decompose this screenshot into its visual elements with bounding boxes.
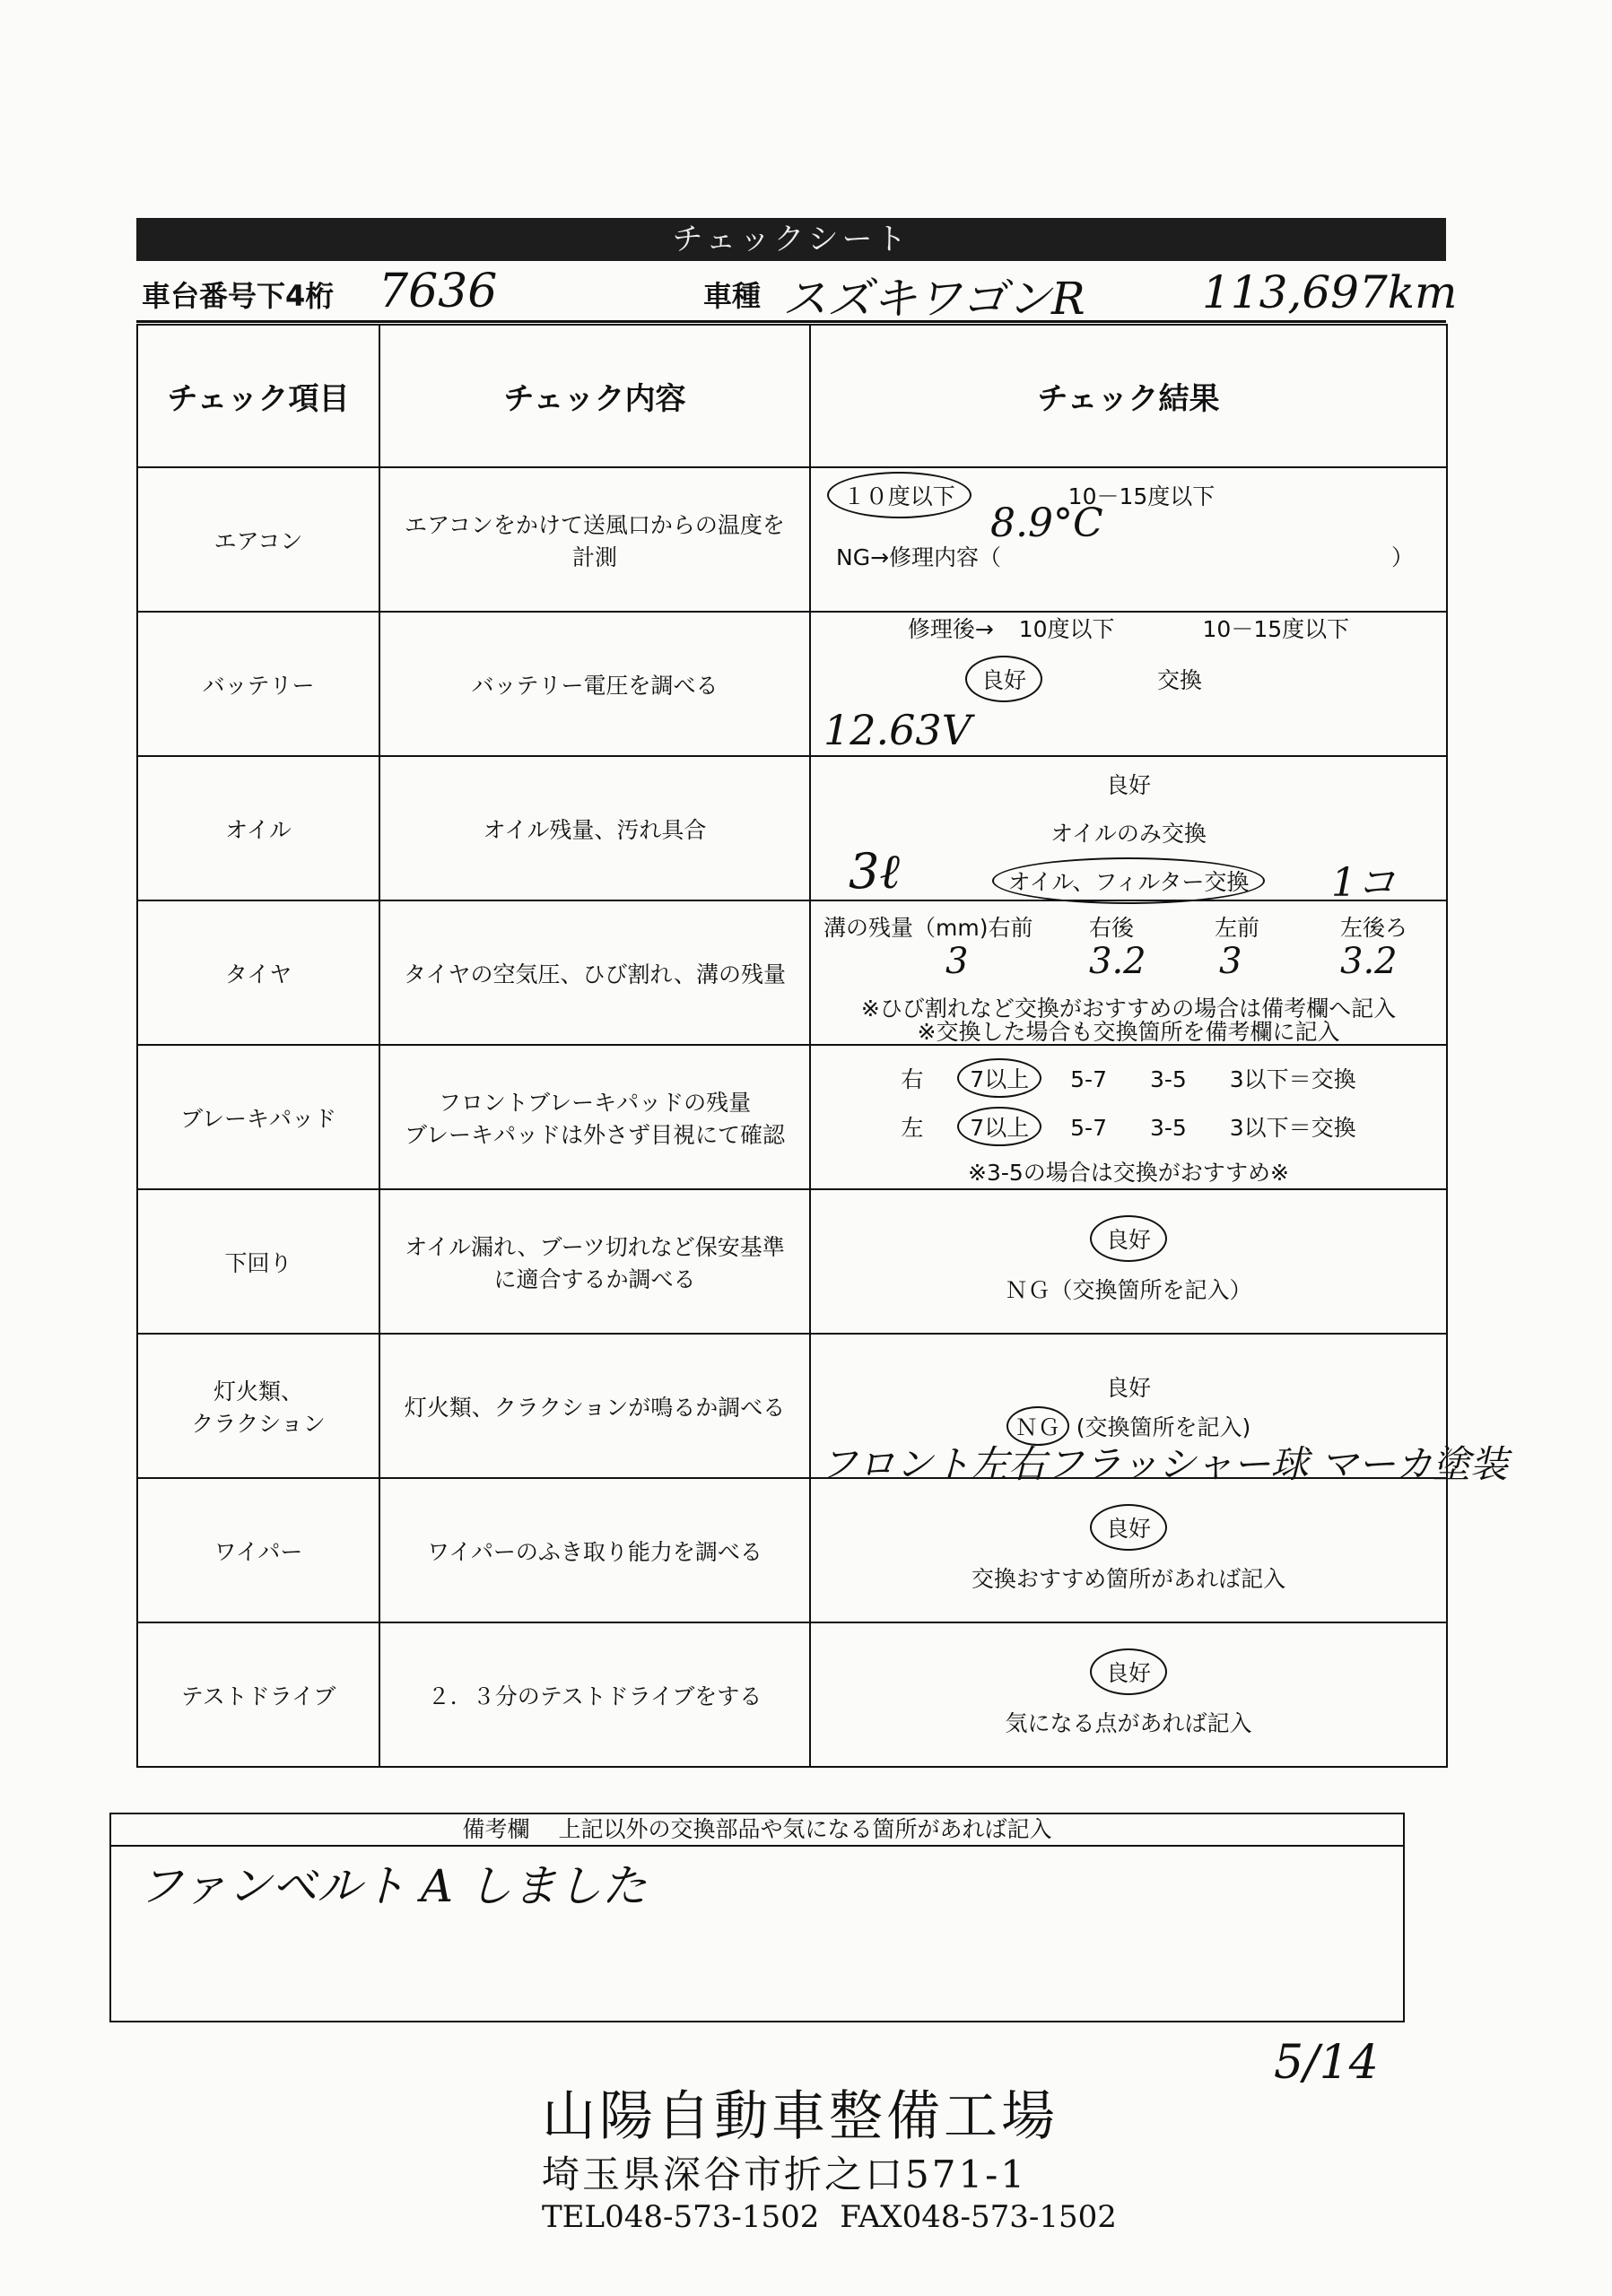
content-lights: 灯火類、クラクションが鳴るか調べる — [379, 1334, 810, 1478]
lights-ng: ＮＧ — [1006, 1406, 1069, 1446]
row-aircon — [137, 467, 1447, 612]
aircon-ng: NG→修理内容（ — [836, 544, 1002, 570]
item-battery: バッテリー — [137, 612, 379, 756]
battery-voltage-hw: 12.63V — [823, 706, 972, 754]
result-wiper — [810, 1478, 1447, 1622]
row-under — [137, 1189, 1447, 1334]
company-tel: TEL048-573-1502 — [542, 2199, 820, 2235]
remarks-box — [109, 1813, 1405, 2022]
item-brake: ブレーキパッド — [137, 1045, 379, 1189]
oil-count-hw: 1コ — [1331, 860, 1396, 906]
item-aircon: エアコン — [137, 467, 379, 612]
oil-opt1: 良好 — [1105, 772, 1151, 798]
aircon-opt2: 10－15度以下 — [1067, 483, 1216, 509]
vehicle-number-label: 車台番号下4桁 — [142, 279, 335, 313]
brake-right-o2: 5-7 — [1070, 1066, 1107, 1092]
content-wiper: ワイパーのふき取り能力を調べる — [379, 1478, 810, 1622]
brake-left-o4: 3以下＝交換 — [1229, 1115, 1356, 1141]
check-table — [136, 324, 1508, 1768]
content-drive: ２．３分のテストドライブをする — [379, 1622, 810, 1767]
lights-ng-rest: (交換箇所を記入) — [1076, 1414, 1251, 1440]
under-opt2: ＮＧ（交換箇所を記入） — [1005, 1277, 1252, 1303]
row-drive — [137, 1622, 1447, 1767]
vehicle-type-label: 車種 — [703, 279, 762, 313]
item-lights — [137, 1334, 379, 1478]
item-lights-2: クラクション — [191, 1410, 326, 1437]
company-address: 埼玉県深谷市折之口571-1 — [542, 2152, 1028, 2196]
oil-amount-hw: 3ℓ — [849, 843, 900, 900]
result-lights — [810, 1334, 1508, 1486]
result-oil — [810, 756, 1447, 906]
header-result: チェック結果 — [810, 325, 1447, 467]
content-under-2: に適合するか調べる — [493, 1265, 696, 1292]
company-contact — [542, 2199, 1612, 2235]
row-brake — [137, 1045, 1447, 1189]
result-battery — [810, 612, 1447, 756]
remarks-label: 備考欄 — [462, 1816, 530, 1842]
tire-rr-value: 3.2 — [1089, 941, 1146, 982]
vehicle-number-value: 7636 — [379, 265, 498, 318]
row-oil — [137, 756, 1447, 900]
item-wiper: ワイパー — [137, 1478, 379, 1622]
brake-left-o2: 5-7 — [1070, 1115, 1107, 1141]
drive-note: 気になる点があれば記入 — [1005, 1710, 1252, 1736]
tire-note1: ※ひび割れなど交換がおすすめの場合は備考欄へ記入 — [860, 996, 1397, 1022]
check-sheet — [136, 218, 1508, 2030]
date-hw: 5/14 — [1274, 2036, 1379, 2090]
content-brake-1: フロントブレーキパッドの残量 — [438, 1089, 752, 1116]
content-aircon: エアコンをかけて送風口からの温度を計測 — [379, 467, 810, 612]
oil-opt3: オイル、フィルター交換 — [992, 857, 1266, 904]
header-item: チェック項目 — [137, 325, 379, 467]
header-content: チェック内容 — [379, 325, 810, 467]
brake-right-o4: 3以下＝交換 — [1229, 1066, 1356, 1092]
remarks-hw: ファンベルト A しました — [138, 1860, 647, 1912]
item-oil: オイル — [137, 756, 379, 900]
content-brake — [379, 1045, 810, 1189]
drive-opt1: 良好 — [1090, 1648, 1167, 1695]
row-lights — [137, 1334, 1447, 1478]
tire-rl-label: 左後ろ — [1340, 915, 1408, 941]
item-drive: テストドライブ — [137, 1622, 379, 1767]
brake-note: ※3-5の場合は交換がおすすめ※ — [968, 1160, 1289, 1186]
row-battery — [137, 612, 1447, 756]
content-under-1: オイル漏れ、ブーツ切れなど保安基準 — [405, 1233, 785, 1260]
content-brake-2: ブレーキパッドは外さず目視にて確認 — [404, 1121, 785, 1148]
wiper-note: 交換おすすめ箇所があれば記入 — [971, 1566, 1286, 1592]
result-drive — [810, 1622, 1447, 1767]
lights-opt1: 良好 — [1105, 1375, 1151, 1401]
tire-rl-value: 3.2 — [1340, 941, 1398, 982]
aircon-temp-hw: 8.9°C — [990, 500, 1103, 546]
result-tire — [810, 900, 1447, 1045]
tire-fl-value: 3 — [1219, 941, 1242, 982]
brake-right: 右 — [901, 1066, 924, 1092]
brake-left-o1: 7以上 — [957, 1107, 1041, 1146]
row-wiper — [137, 1478, 1447, 1622]
item-under: 下回り — [137, 1189, 379, 1334]
result-brake — [810, 1045, 1447, 1189]
brake-left-o3: 3-5 — [1149, 1115, 1187, 1141]
aircon-opt1: １０度以下 — [827, 472, 972, 518]
aircon-after2: 10－15度以下 — [1202, 616, 1350, 642]
vehicle-type-value: スズキワゴンR — [782, 273, 1085, 325]
under-opt1: 良好 — [1090, 1215, 1167, 1262]
tire-fl-label: 左前 — [1215, 915, 1260, 941]
table-header — [137, 325, 1447, 467]
content-under — [379, 1189, 810, 1334]
company-name: 山陽自動車整備工場 — [542, 2085, 1059, 2148]
content-oil: オイル残量、汚れ具合 — [379, 756, 810, 900]
content-battery: バッテリー電圧を調べる — [379, 612, 810, 756]
tire-rr-label: 右後 — [1089, 915, 1135, 941]
remarks-header — [111, 1814, 1403, 1847]
lights-note-hw: フロント左右フラッシャー球 マーカ塗装 — [820, 1442, 1508, 1486]
brake-right-o1: 7以上 — [957, 1058, 1041, 1098]
mileage-value: 113,697km — [1202, 266, 1458, 318]
row-tire — [137, 900, 1447, 1045]
result-under — [810, 1189, 1447, 1334]
company-fax: FAX048-573-1502 — [840, 2199, 1117, 2235]
remarks-instruction: 上記以外の交換部品や気になる箇所があれば記入 — [558, 1816, 1052, 1842]
brake-left: 左 — [901, 1115, 924, 1141]
oil-opt2: オイルのみ交換 — [1050, 821, 1207, 847]
item-tire: タイヤ — [137, 900, 379, 1045]
item-lights-1: 灯火類、 — [213, 1378, 303, 1405]
result-aircon — [810, 467, 1447, 642]
brake-right-o3: 3-5 — [1149, 1066, 1187, 1092]
battery-opt2: 交換 — [1156, 667, 1202, 693]
sheet-title: チェックシート — [136, 218, 1446, 261]
tire-note2: ※交換した場合も交換箇所を備考欄に記入 — [917, 1019, 1340, 1045]
battery-opt1: 良好 — [965, 656, 1042, 702]
aircon-after: 修理後→ — [907, 616, 994, 642]
aircon-ng-close: ） — [1390, 544, 1414, 570]
wiper-opt1: 良好 — [1090, 1504, 1167, 1551]
tire-fr-value: 3 — [945, 941, 969, 982]
content-tire: タイヤの空気圧、ひび割れ、溝の残量 — [379, 900, 810, 1045]
aircon-after1: 10度以下 — [1018, 616, 1115, 642]
tire-head: 溝の残量（mm)右前 — [823, 915, 1033, 941]
vehicle-info — [136, 261, 1458, 325]
